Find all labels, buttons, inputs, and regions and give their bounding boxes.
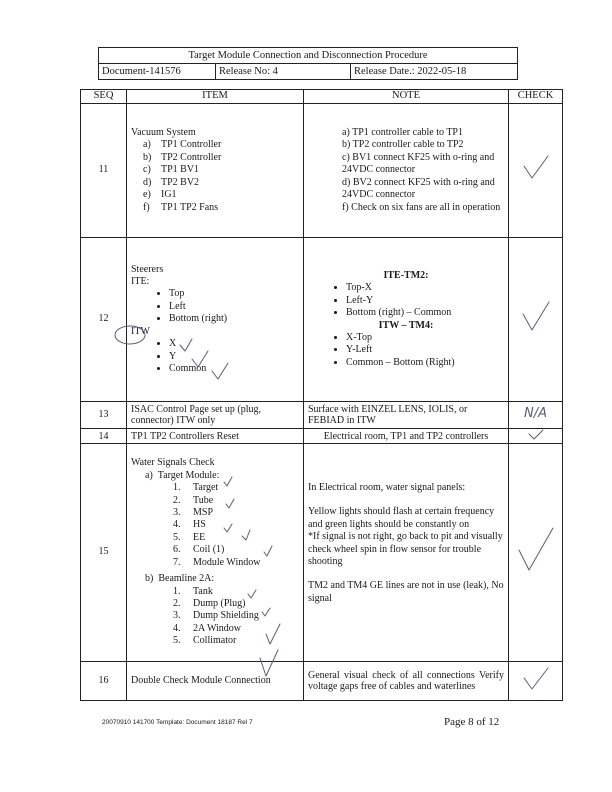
- list-item: b) TP2 Controller: [161, 152, 299, 164]
- procedure-table: [80, 89, 563, 701]
- list-item: 3. MSP: [193, 507, 299, 519]
- release-date: Release Date.: 2022-05-18: [351, 64, 518, 80]
- vacuum-items-list: [131, 139, 299, 213]
- list-item: c) TP1 BV1: [161, 164, 299, 176]
- handwritten-check-icon: [516, 526, 556, 574]
- list-item: • Y: [169, 351, 299, 363]
- release-number: Release No: 4: [216, 64, 351, 80]
- item-cell: TP1 TP2 Controllers Reset: [127, 429, 304, 444]
- list-item: 7. Module Window: [193, 557, 299, 569]
- target-module-list: [131, 482, 299, 569]
- note-list: [308, 332, 504, 369]
- header-check: CHECK: [509, 90, 563, 104]
- note-heading: ITW – TM4:: [378, 319, 434, 331]
- check-cell: [509, 444, 563, 662]
- note-cell: Surface with EINZEL LENS, IOLIS, or FEBIAD in ITW: [304, 402, 509, 429]
- table-row: [81, 662, 563, 701]
- list-item: • Y-Left: [346, 344, 504, 356]
- table-row: [81, 429, 563, 444]
- note-line: TM2 and TM4 GE lines are not in use (leak), No signal: [308, 580, 504, 604]
- check-cell: [509, 402, 563, 429]
- list-item: • X-Top: [346, 332, 504, 344]
- handwritten-check-icon: [521, 666, 551, 692]
- list-item: 4. HS: [193, 519, 299, 531]
- itw-label: ITW: [131, 325, 150, 337]
- handwritten-check-icon: [527, 429, 545, 440]
- note-line: Yellow lights should flash at certain frequency and green lights should be constantly on: [308, 506, 495, 530]
- document-header: [98, 47, 518, 80]
- list-item: • Bottom (right): [169, 313, 299, 325]
- note-list: [308, 282, 504, 319]
- seq-cell: 15: [81, 444, 127, 662]
- list-item: 5. Collimator: [193, 635, 299, 647]
- group-a-heading: a) Target Module:: [145, 469, 220, 481]
- handwritten-check-icon: [520, 300, 552, 334]
- list-item: • Common: [169, 363, 299, 375]
- seq-cell: 13: [81, 402, 127, 429]
- list-item: • Top: [169, 288, 299, 300]
- item-cell: [127, 104, 304, 238]
- table-row: [81, 402, 563, 429]
- check-cell: [509, 238, 563, 402]
- table-row: [81, 238, 563, 402]
- list-item: 6. Coil (1): [193, 544, 299, 556]
- note-cell: General visual check of all connections Verify voltage gaps free of cables and waterlines: [304, 662, 509, 701]
- list-item: • Top-X: [346, 282, 504, 294]
- table-row: [81, 444, 563, 662]
- note-line: f) Check on six fans are all in operation: [342, 201, 501, 213]
- check-cell: [509, 104, 563, 238]
- list-item: d) TP2 BV2: [161, 177, 299, 189]
- ite-list: [131, 288, 299, 325]
- note-cell: [304, 104, 509, 238]
- group-b-heading: b) Beamline 2A:: [145, 573, 215, 585]
- list-item: 2. Tube: [193, 495, 299, 507]
- ite-label: ITE:: [131, 276, 150, 288]
- list-item: • Common – Bottom (Right): [346, 357, 504, 369]
- list-item: f) TP1 TP2 Fans: [161, 202, 299, 214]
- list-item: a) TP1 Controller: [161, 139, 299, 151]
- list-item: 2. Dump (Plug): [193, 598, 299, 610]
- note-line: c) BV1 connect KF25 with o-ring and 24VDC connector: [342, 151, 495, 176]
- list-item: • Left: [169, 301, 299, 313]
- item-cell: ISAC Control Page set up (plug, connector) ITW only: [127, 402, 304, 429]
- table-header-row: [81, 90, 563, 104]
- item-cell: Double Check Module Connection: [127, 662, 304, 701]
- list-item: 1. Target: [193, 482, 299, 494]
- list-item: • Left-Y: [346, 295, 504, 307]
- handwritten-check-icon: [521, 154, 551, 182]
- note-line: d) BV2 connect KF25 with o-ring and 24VDC connector: [342, 176, 495, 201]
- list-item: 5. EE: [193, 532, 299, 544]
- note-cell: [304, 238, 509, 402]
- footer-template-ref: 20070910 141700 Template: Document 18187 Rel 7: [102, 719, 253, 726]
- handwritten-circle-icon: [113, 323, 149, 349]
- item-title: Water Signals Check: [131, 457, 215, 469]
- check-cell: [509, 662, 563, 701]
- list-item: 4. 2A Window: [193, 623, 299, 635]
- page-number: Page 8 of 12: [444, 716, 500, 728]
- header-seq: SEQ: [81, 90, 127, 104]
- header-note: NOTE: [304, 90, 509, 104]
- list-item: • Bottom (right) – Common: [346, 307, 504, 319]
- seq-cell: 12: [81, 238, 127, 402]
- beamline-list: [131, 586, 299, 648]
- list-item: 1. Tank: [193, 586, 299, 598]
- note-heading: ITE-TM2:: [383, 269, 429, 281]
- note-line: b) TP2 controller cable to TP2: [342, 139, 464, 151]
- note-line: *If signal is not right, go back to pit and visually check wheel spin in flow sensor for trouble shooting: [308, 531, 503, 568]
- item-cell: [127, 444, 304, 662]
- table-row: [81, 104, 563, 238]
- note-cell: Electrical room, TP1 and TP2 controllers: [304, 429, 509, 444]
- na-handwritten: N/A: [524, 406, 547, 422]
- list-item: e) IG1: [161, 189, 299, 201]
- item-cell: [127, 238, 304, 402]
- list-item: • X: [169, 338, 299, 350]
- note-cell: [304, 444, 509, 662]
- list-item: 3. Dump Shielding: [193, 610, 299, 622]
- note-line: a) TP1 controller cable to TP1: [342, 127, 463, 139]
- seq-cell: 11: [81, 104, 127, 238]
- header-item: ITEM: [127, 90, 304, 104]
- item-title: Steerers: [131, 263, 164, 275]
- seq-cell: 14: [81, 429, 127, 444]
- check-cell: [509, 429, 563, 444]
- document-number: Document-141576: [99, 64, 216, 80]
- note-line: In Electrical room, water signal panels:: [308, 482, 466, 493]
- document-title: Target Module Connection and Disconnection Procedure: [99, 48, 518, 64]
- itw-list: [131, 338, 299, 375]
- item-title: Vacuum System: [131, 127, 196, 139]
- seq-cell: 16: [81, 662, 127, 701]
